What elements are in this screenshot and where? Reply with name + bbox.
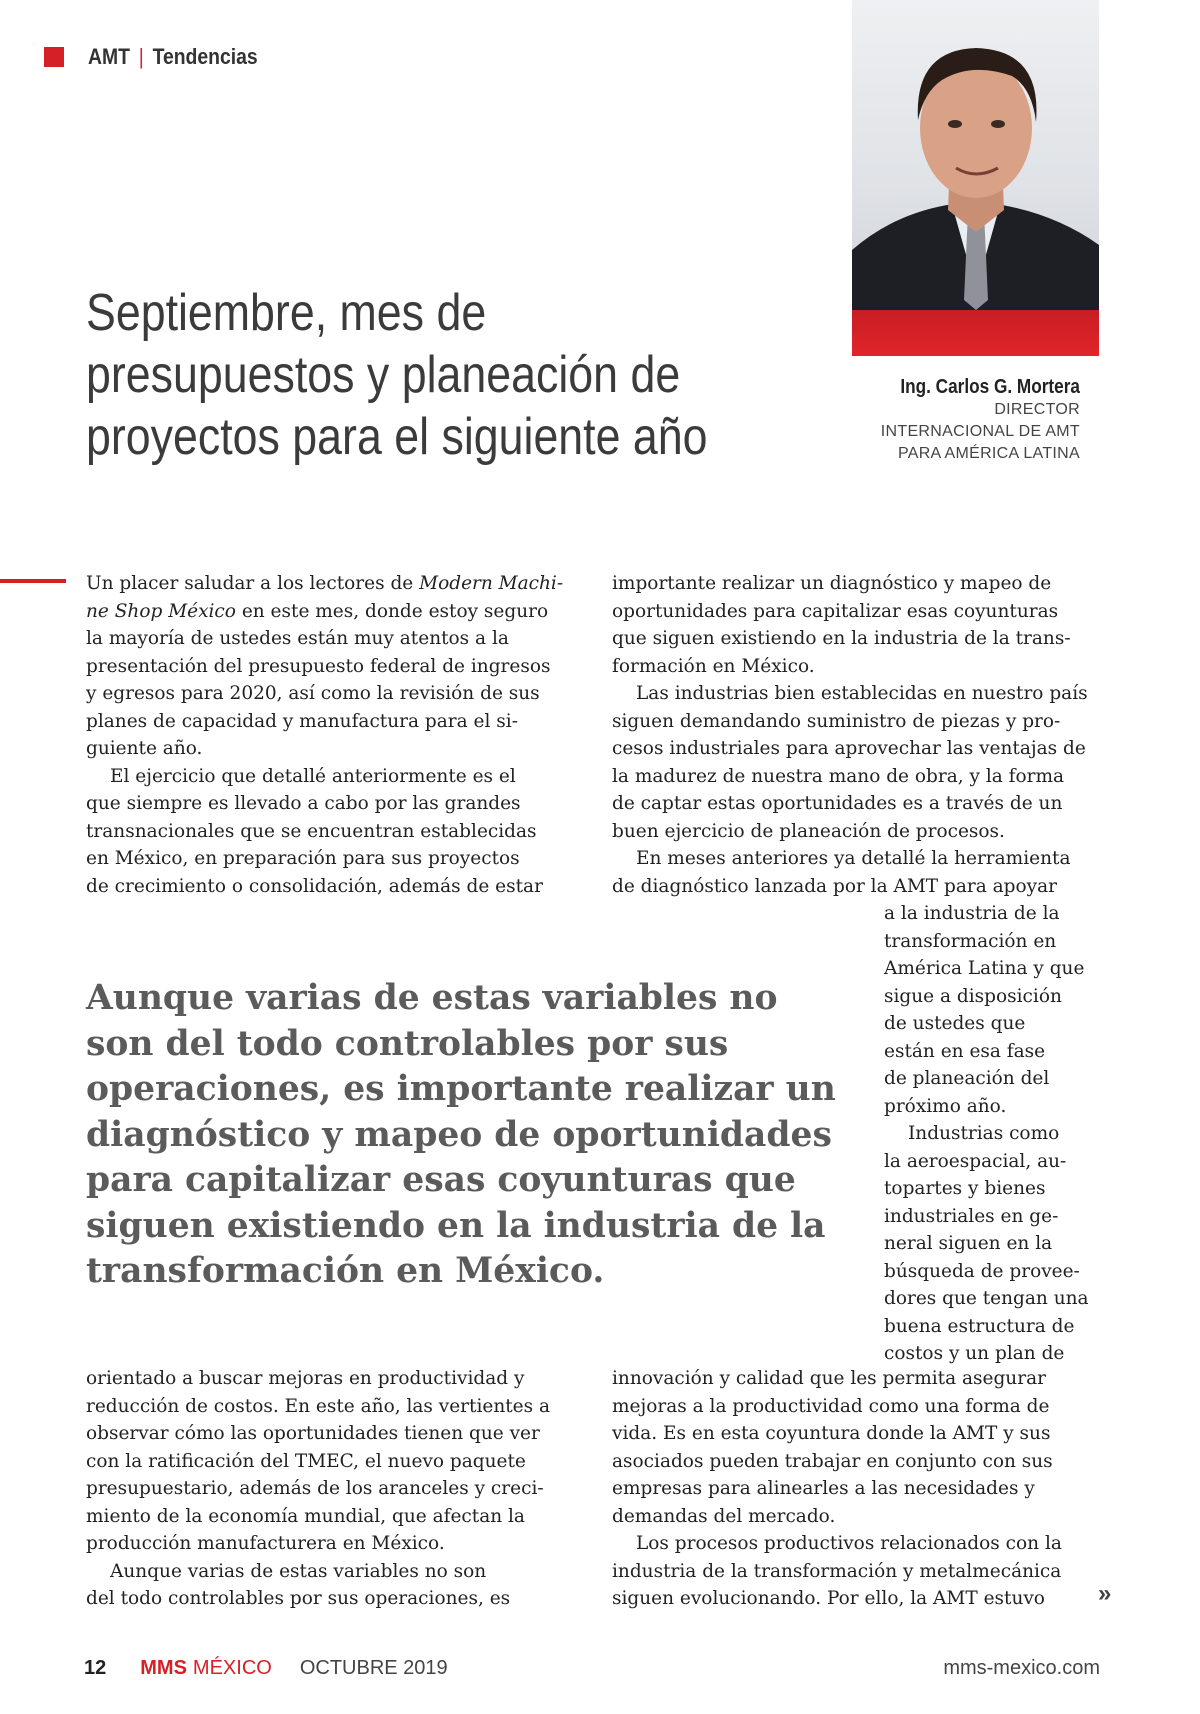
headline-line: Septiembre, mes de — [86, 284, 487, 342]
body-line: de captar estas oportunidades es a través de un — [612, 793, 1063, 814]
magazine-country: MÉXICO — [192, 1656, 272, 1679]
body-line: de ustedes que — [884, 1013, 1026, 1034]
page-footer — [84, 1653, 1100, 1683]
pull-quote — [86, 976, 846, 1295]
body-line: a la industria de la — [884, 903, 1060, 924]
magazine-brand: MMS — [140, 1656, 187, 1679]
author-photo — [852, 0, 1099, 356]
body-line: empresas para alinearles a las necesidades y — [612, 1478, 1035, 1499]
body-line: costos y un plan de — [884, 1343, 1065, 1364]
column-2-wrap — [884, 900, 1089, 1368]
pull-quote-line: Aunque varias de estas variables no — [86, 978, 778, 1018]
section-divider: | — [138, 44, 144, 69]
section-label — [88, 44, 258, 70]
body-line: que siempre es llevado a cabo por las grandes — [86, 793, 521, 814]
pull-quote-line: para capitalizar esas coyunturas que — [86, 1160, 796, 1200]
body-line: reducción de costos. En este año, las vertientes a — [86, 1395, 551, 1417]
body-line: topartes y bienes — [884, 1178, 1046, 1199]
photo-red-bar — [852, 310, 1099, 356]
body-line: con la ratificación del TMEC, el nuevo paquete — [86, 1450, 526, 1472]
author-portrait-image — [852, 0, 1099, 310]
body-line: que siguen existiendo en la industria de la trans- — [612, 628, 1071, 649]
body-line: de diagnóstico lanzada por la AMT para apoyar — [612, 875, 1057, 897]
body-line: búsqueda de provee- — [884, 1260, 1080, 1282]
body-line: Aunque varias de estas variables no son — [110, 1560, 487, 1582]
body-line: la madurez de nuestra mano de obra, y la forma — [612, 765, 1065, 787]
body-line: oportunidades para capitalizar esas coyunturas — [612, 600, 1059, 622]
column-2-top — [612, 570, 1088, 900]
body-line: siguen evolucionando. Por ello, la AMT estuvo — [612, 1588, 1045, 1609]
pull-quote-line: operaciones, es importante realizar un — [86, 1069, 836, 1109]
body-line: presentación del presupuesto federal de ingresos — [86, 655, 551, 677]
body-line: industriales en ge- — [884, 1205, 1059, 1227]
column-1-bottom — [86, 1365, 550, 1613]
website-url[interactable]: mms-mexico.com — [943, 1656, 1100, 1679]
subsection-name: Tendencias — [152, 44, 258, 69]
body-line: industria de la transformación y metalmecánica — [612, 1560, 1062, 1582]
body-line: transnacionales que se encuentran establecidas — [86, 820, 537, 842]
body-line: cesos industriales para aprovechar las ventajas de — [612, 738, 1086, 759]
body-line: guiente año. — [86, 738, 203, 759]
body-line: dores que tengan una — [884, 1288, 1089, 1309]
body-line: vida. Es en esta coyuntura donde la AMT y sus — [612, 1423, 1051, 1444]
body-line: buen ejercicio de planeación de procesos. — [612, 820, 1005, 842]
body-line: neral siguen en la — [884, 1233, 1053, 1254]
body-line: transformación en — [884, 930, 1057, 952]
body-line: observar cómo las oportunidades tienen que ver — [86, 1423, 540, 1444]
body-line: América Latina y que — [884, 958, 1085, 979]
body-line: miento de la economía mundial, que afectan la — [86, 1505, 525, 1527]
body-line: mejoras a la productividad como una forma de — [612, 1395, 1050, 1417]
pull-quote-line: son del todo controlables por sus — [86, 1023, 729, 1064]
body-line: ne Shop México en este mes, donde estoy seguro — [86, 600, 549, 622]
body-line: están en esa fase — [884, 1040, 1046, 1062]
body-line: demandas del mercado. — [612, 1505, 836, 1527]
section-name: AMT — [88, 44, 130, 69]
body-line: en México, en preparación para sus proyectos — [86, 848, 520, 869]
pull-quote-line: siguen existiendo en la industria de la — [86, 1205, 826, 1246]
body-line: Un placer saludar a los lectores de Modern Machi- — [86, 573, 564, 594]
article-headline — [86, 282, 722, 468]
column-2-bottom — [612, 1365, 1062, 1613]
author-role-line: INTERNACIONAL DE AMT — [880, 423, 1080, 440]
issue-date: OCTUBRE 2019 — [299, 1656, 448, 1679]
column-1-top — [86, 570, 563, 900]
body-line: producción manufacturera en México. — [86, 1533, 445, 1554]
body-line: En meses anteriores ya detallé la herramienta — [636, 848, 1071, 869]
body-line: buena estructura de — [884, 1315, 1075, 1337]
body-line: Los procesos productivos relacionados con la — [636, 1533, 1062, 1554]
pull-quote-line: transformación en México. — [86, 1251, 605, 1291]
body-line: innovación y calidad que les permita asegurar — [612, 1368, 1046, 1389]
body-line: presupuestario, además de los aranceles y creci- — [86, 1478, 544, 1499]
body-line: próximo año. — [884, 1095, 1007, 1117]
body-line: sigue a disposición — [884, 985, 1062, 1007]
body-line: orientado a buscar mejoras en productividad y — [86, 1368, 525, 1389]
red-rule-divider — [0, 579, 66, 583]
body-line: Las industrias bien establecidas en nuestro país — [636, 683, 1088, 704]
author-role-line: DIRECTOR — [994, 401, 1080, 418]
headline-line: presupuestos y planeación de — [86, 346, 681, 404]
body-line: planes de capacidad y manufactura para el si- — [86, 710, 518, 732]
body-line: del todo controlables por sus operaciones, es — [86, 1588, 511, 1609]
body-line: de crecimiento o consolidación, además de estar — [86, 875, 543, 897]
body-line: El ejercicio que detallé anteriormente es el — [110, 765, 516, 787]
headline-line: proyectos para el siguiente año — [86, 408, 708, 466]
body-line: y egresos para 2020, así como la revisión de sus — [86, 683, 540, 704]
body-line: formación en México. — [612, 655, 815, 677]
body-line: importante realizar un diagnóstico y mapeo de — [612, 573, 1052, 594]
section-marker-icon — [44, 47, 64, 67]
author-name: Ing. Carlos G. Mortera — [900, 376, 1080, 398]
page-number: 12 — [84, 1656, 107, 1679]
body-line: la mayoría de ustedes están muy atentos a la — [86, 628, 509, 649]
body-line: la aeroespacial, au- — [884, 1150, 1067, 1172]
author-role-line: PARA AMÉRICA LATINA — [897, 445, 1080, 462]
section-tag — [44, 42, 281, 72]
body-line: Industrias como — [908, 1123, 1060, 1144]
pull-quote-line: diagnóstico y mapeo de oportunidades — [86, 1114, 832, 1155]
body-line: asociados pueden trabajar en conjunto con sus — [612, 1450, 1053, 1472]
body-line: de planeación del — [884, 1068, 1050, 1089]
body-line: siguen demandando suministro de piezas y pro- — [612, 710, 1061, 732]
author-byline — [820, 376, 1080, 465]
double-chevron-right-icon[interactable]: » — [1098, 1580, 1112, 1607]
